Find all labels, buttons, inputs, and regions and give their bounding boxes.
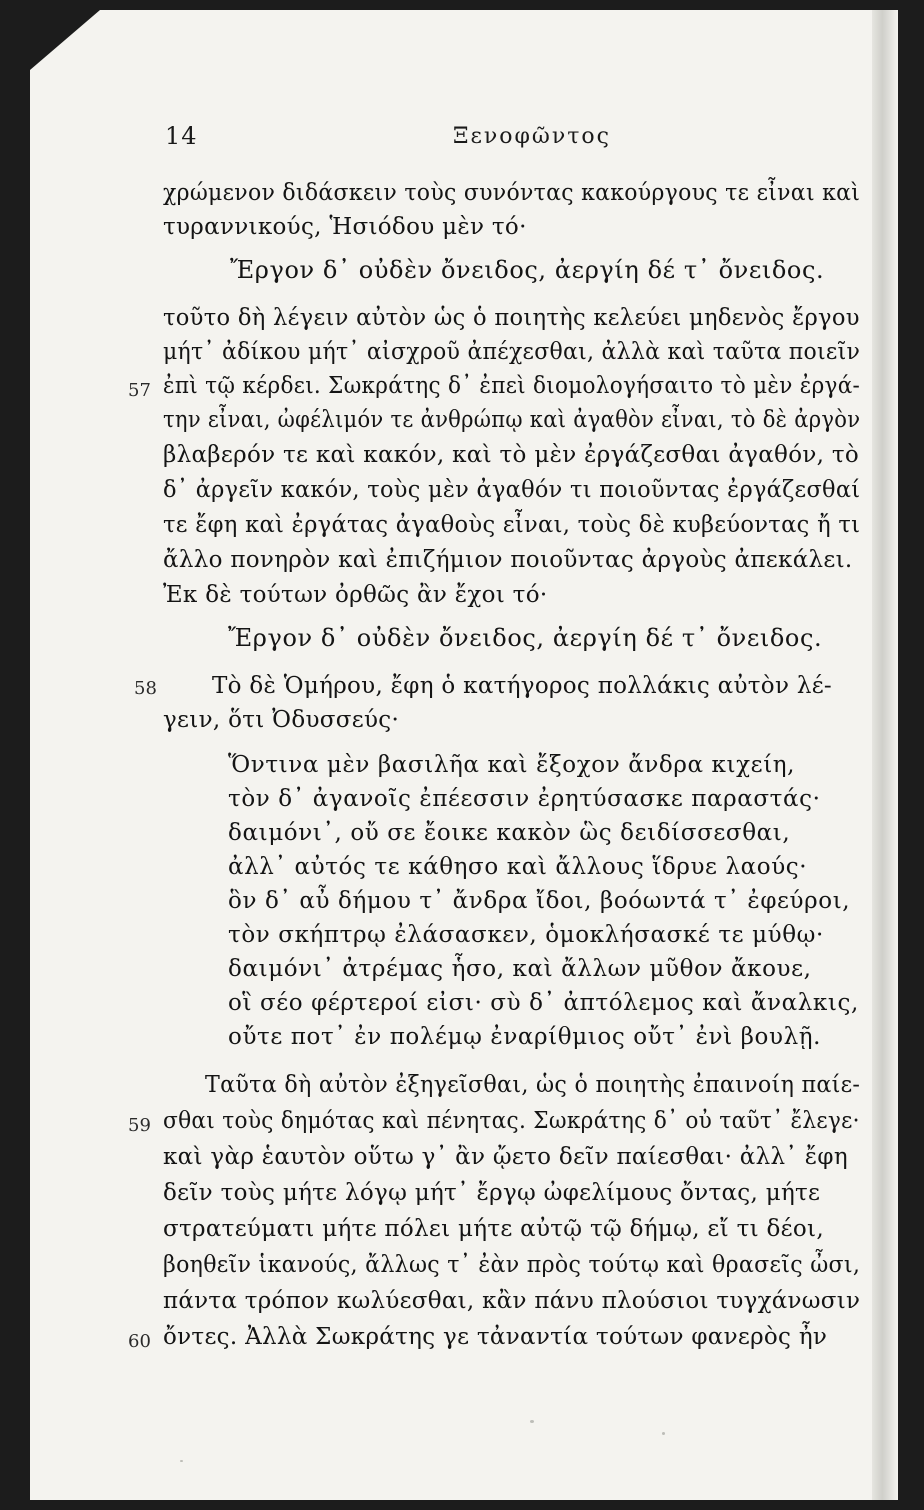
- text-line: ὄντες. Ἀλλὰ Σωκράτης γε τἀναντία τούτων φανερὸς ἦν: [163, 1324, 828, 1350]
- text-line: γειν, ὅτι Ὀδυσσεύς·: [163, 707, 400, 733]
- page-number: 14: [165, 122, 198, 150]
- verse-line: τὸν δ᾽ ἀγανοῖς ἐπέεσσιν ἐρητύσασκε παραστάς·: [228, 786, 821, 812]
- text-line: Ἐκ δὲ τούτων ὀρθῶς ἂν ἔχοι τό·: [163, 582, 548, 608]
- section-number: 58: [134, 678, 157, 699]
- running-head: Ξενοφῶντος: [453, 124, 611, 149]
- section-number: 59: [128, 1115, 151, 1136]
- text-line: τυραννικούς, Ἡσιόδου μὲν τό·: [163, 214, 527, 240]
- verse-line: Ἔργον δ᾽ οὐδὲν ὄνειδος, ἀεργίη δέ τ᾽ ὄνειδος.: [228, 624, 823, 652]
- verse-line: ὃν δ᾽ αὖ δήμου τ᾽ ἄνδρα ἴδοι, βοόωντά τ᾽ ἐφεύροι,: [228, 888, 851, 914]
- verse-line: τὸν σκήπτρῳ ἐλάσασκεν, ὁμοκλήσασκέ τε μύθῳ·: [228, 922, 824, 948]
- text-line: την εἶναι, ὠφέλιμόν τε ἀνθρώπῳ καὶ ἀγαθὸν εἶναι, τὸ δὲ ἀργὸν: [163, 407, 861, 433]
- text-line: μήτ᾽ ἀδίκου μήτ᾽ αἰσχροῦ ἀπέχεσθαι, ἀλλὰ καὶ ταῦτα ποιεῖν: [163, 339, 861, 365]
- verse-line: οἳ σέο φέρτεροί εἰσι· σὺ δ᾽ ἀπτόλεμος καὶ ἄναλκις,: [228, 990, 859, 1016]
- verse-line: δαιμόνι᾽ ἀτρέμας ἧσο, καὶ ἄλλων μῦθον ἄκουε,: [228, 956, 812, 982]
- page-edge-shadow: [872, 10, 898, 1510]
- verse-line: δαιμόνι᾽, οὔ σε ἔοικε κακὸν ὣς δειδίσσεσθαι,: [228, 820, 791, 846]
- text-line: βλαβερόν τε καὶ κακόν, καὶ τὸ μὲν ἐργάζεσθαι ἀγαθόν, τὸ: [163, 442, 860, 468]
- verse-line: Ὅντινα μὲν βασιλῆα καὶ ἔξοχον ἄνδρα κιχείη,: [228, 752, 796, 778]
- section-number: 57: [128, 380, 151, 401]
- text-line: στρατεύματι μήτε πόλει μήτε αὐτῷ τῷ δήμῳ, εἴ τι δέοι,: [163, 1216, 824, 1242]
- text-line: τε ἔφη καὶ ἐργάτας ἀγαθοὺς εἶναι, τοὺς δὲ κυβεύοντας ἤ τι: [163, 512, 861, 538]
- section-number: 60: [128, 1331, 151, 1352]
- text-line: δεῖν τοὺς μήτε λόγῳ μήτ᾽ ἔργῳ ὠφελίμους ὄντας, μήτε: [163, 1180, 821, 1206]
- paper-speck: [662, 1432, 665, 1435]
- verse-line: ἀλλ᾽ αὐτός τε κάθησο καὶ ἄλλους ἵδρυε λαούς·: [228, 854, 808, 880]
- text-line: σθαι τοὺς δημότας καὶ πένητας. Σωκράτης δ᾽ οὐ ταῦτ᾽ ἔλεγε·: [163, 1108, 860, 1134]
- text-line: δ᾽ ἀργεῖν κακόν, τοὺς μὲν ἀγαθόν τι ποιοῦντας ἐργάζεσθαί: [163, 477, 861, 503]
- text-line: ἐπὶ τῷ κέρδει. Σωκράτης δ᾽ ἐπεὶ διομολογήσαιτο τὸ μὲν ἐργά-: [163, 373, 861, 399]
- paper-speck: [180, 1460, 183, 1462]
- text-line: Τὸ δὲ Ὁμήρου, ἔφη ὁ κατήγορος πολλάκις αὐτὸν λέ-: [212, 673, 833, 699]
- text-line: ἄλλο πονηρὸν καὶ ἐπιζήμιον ποιοῦντας ἀργοὺς ἀπεκάλει.: [163, 547, 853, 573]
- paper-speck: [530, 1420, 534, 1423]
- text-line: χρώμενον διδάσκειν τοὺς συνόντας κακούργους τε εἶναι καὶ: [163, 180, 861, 206]
- text-line: τοῦτο δὴ λέγειν αὐτὸν ὡς ὁ ποιητὴς κελεύει μηδενὸς ἔργου: [163, 305, 860, 331]
- text-line: πάντα τρόπον κωλύεσθαι, κἂν πάνυ πλούσιοι τυγχάνωσιν: [163, 1288, 861, 1314]
- verse-line: Ἔργον δ᾽ οὐδὲν ὄνειδος, ἀεργίη δέ τ᾽ ὄνειδος.: [230, 256, 825, 284]
- text-line: βοηθεῖν ἱκανούς, ἄλλως τ᾽ ἐὰν πρὸς τούτῳ καὶ θρασεῖς ὦσι,: [163, 1252, 861, 1278]
- text-line: καὶ γὰρ ἑαυτὸν οὕτω γ᾽ ἂν ᾤετο δεῖν παίεσθαι· ἀλλ᾽ ἔφη: [163, 1144, 848, 1170]
- verse-line: οὔτε ποτ᾽ ἐν πολέμῳ ἐναρίθμιος οὔτ᾽ ἐνὶ βουλῇ.: [228, 1024, 822, 1050]
- text-line: Ταῦτα δὴ αὐτὸν ἐξηγεῖσθαι, ὡς ὁ ποιητὴς ἐπαινοίη παίε-: [205, 1072, 861, 1098]
